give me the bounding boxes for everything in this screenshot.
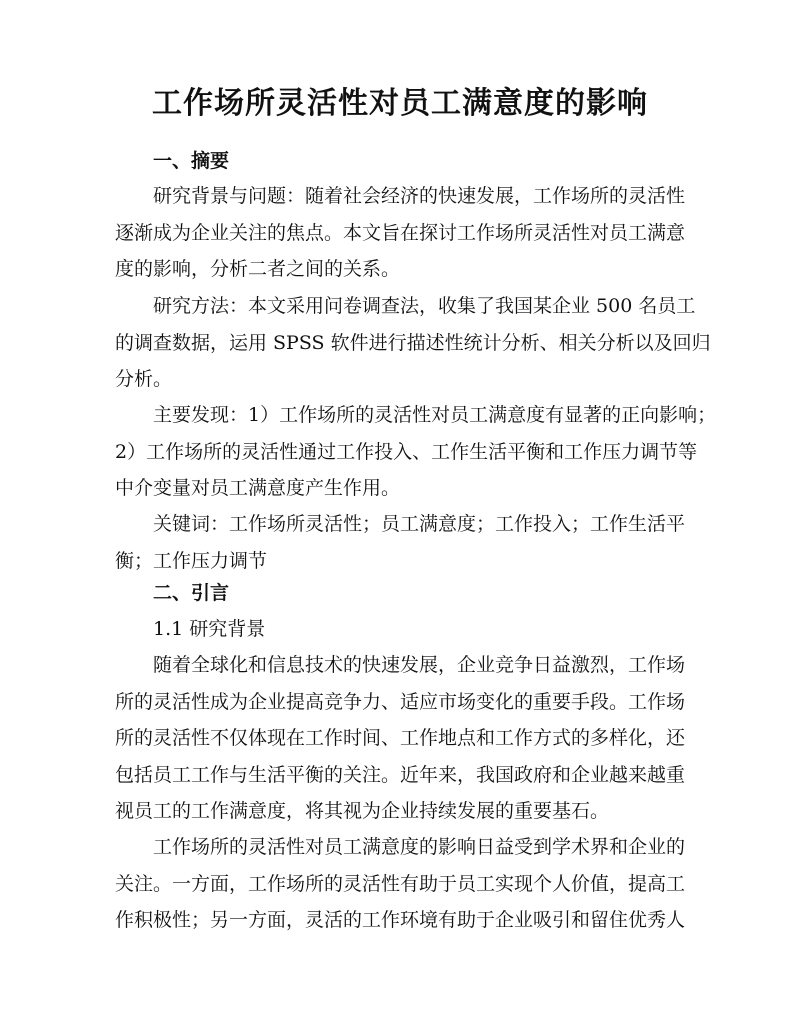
section-heading-abstract: 一、摘要	[153, 150, 230, 172]
text-line: 所的灵活性不仅体现在工作时间、工作地点和工作方式的多样化，还	[115, 727, 686, 750]
text-line: 度的影响，分析二者之间的关系。	[115, 258, 401, 281]
text-line: 工作场所的灵活性对员工满意度的影响日益受到学术界和企业的	[153, 836, 686, 858]
text-line: 关注。一方面，工作场所的灵活性有助于员工实现个人价值，提高工	[115, 872, 686, 895]
text-line: 主要发现：1）工作场所的灵活性对员工满意度有显著的正向影响；	[153, 404, 717, 426]
paragraph-findings	[115, 397, 717, 507]
paragraph-background	[115, 178, 695, 288]
text-line: 分析。	[115, 368, 173, 391]
text-line: 研究方法：本文采用问卷调查法，收集了我国某企业 500 名员工	[153, 295, 696, 317]
text-line: 随着全球化和信息技术的快速发展，企业竞争日益激烈，工作场	[153, 654, 686, 676]
text-line: 作积极性；另一方面，灵活的工作环境有助于企业吸引和留住优秀人	[115, 909, 686, 932]
text-line: 关键词：工作场所灵活性；员工满意度；工作投入；工作生活平	[153, 513, 686, 535]
text-line: 逐渐成为企业关注的焦点。本文旨在探讨工作场所灵活性对员工满意	[115, 221, 686, 244]
subsection-heading-background: 1.1 研究背景	[153, 618, 266, 640]
text-line: 衡；工作压力调节	[115, 549, 268, 572]
text-line: 2）工作场所的灵活性通过工作投入、工作生活平衡和工作压力调节等	[115, 440, 698, 463]
text-line: 视员工的工作满意度，将其视为企业持续发展的重要基石。	[115, 800, 610, 823]
text-line: 包括员工工作与生活平衡的关注。近年来，我国政府和企业越来越重	[115, 763, 686, 786]
paragraph-intro-2	[115, 829, 695, 939]
text-line: 中介变量对员工满意度产生作用。	[115, 477, 401, 500]
paragraph-method	[115, 288, 711, 398]
section-heading-introduction: 二、引言	[153, 582, 230, 604]
text-line: 所的灵活性成为企业提高竞争力、适应市场变化的重要手段。工作场	[115, 690, 686, 713]
text-line: 的调查数据，运用 SPSS 软件进行描述性统计分析、相关分析以及回归	[115, 331, 711, 354]
document-title: 工作场所灵活性对员工满意度的影响	[152, 86, 648, 121]
paragraph-keywords	[115, 506, 695, 579]
text-line: 研究背景与问题：随着社会经济的快速发展，工作场所的灵活性	[153, 185, 686, 207]
paragraph-intro-1	[115, 647, 695, 830]
